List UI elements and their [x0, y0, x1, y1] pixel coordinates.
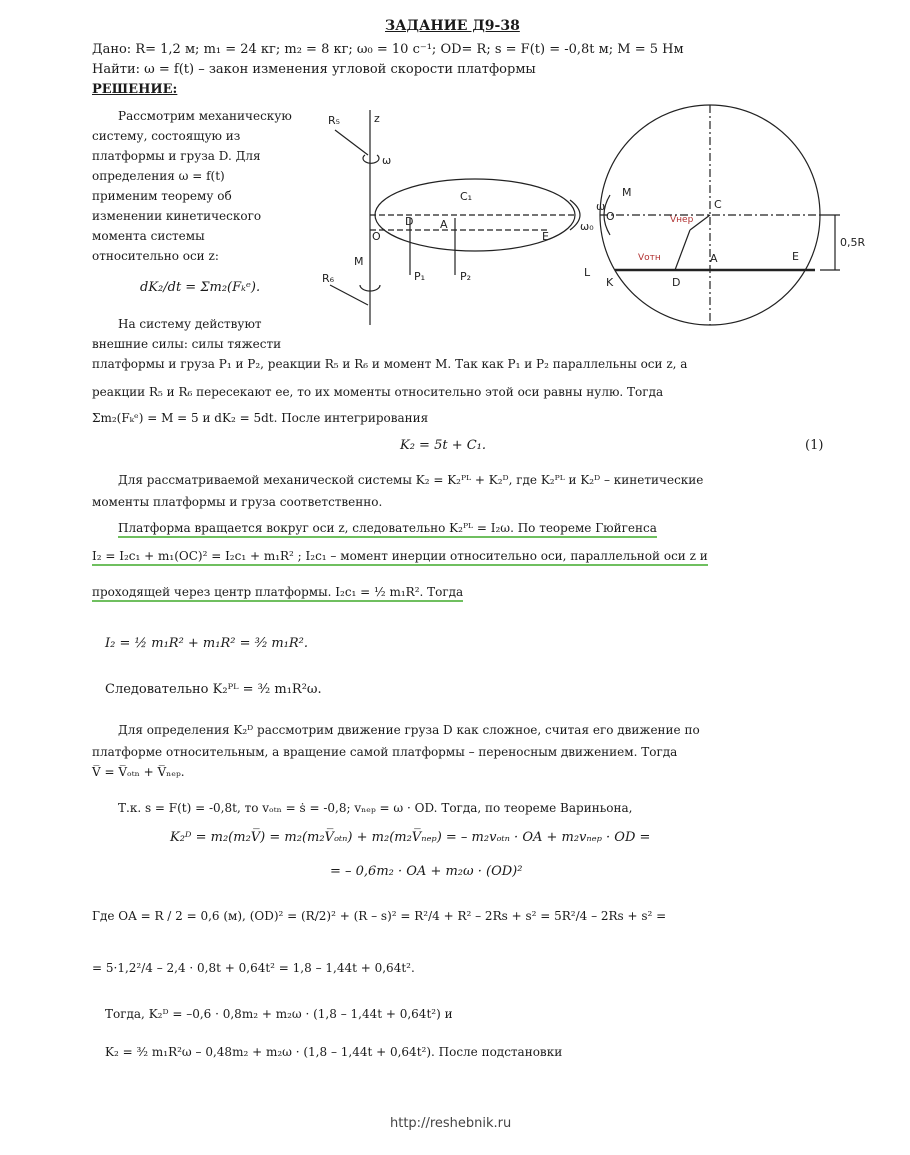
vector-od	[675, 230, 690, 270]
equation-where-2: = 5·1,2²/4 – 2,4 · 0,8t + 0,64t² = 1,8 – 1,44t + 0,64t².	[92, 961, 415, 975]
para1-line-7: момента системы	[92, 229, 205, 243]
line-rotate: Платформа вращается вокруг оси z, следовательно K₂ᴾᴸ = I₂ω. По теореме Гюйгенса	[118, 520, 657, 538]
para1-line-8: относительно оси z:	[92, 249, 219, 263]
line-huygens: I₂ = I₂c₁ + m₁(OC)² = I₂c₁ + m₁R² ; I₂c₁ – момент инерции относительно оси, параллельной оси z и	[92, 548, 708, 566]
line-center: проходящей через центр платформы. I₂c₁ = ½ m₁R². Тогда	[92, 584, 463, 602]
para1-line-4: определения ω = f(t)	[92, 169, 225, 183]
para1-line-3: платформы и груза D. Для	[92, 149, 261, 163]
label-c-right: C	[714, 198, 722, 211]
line-forces: платформы и груза P₁ и P₂, реакции R₅ и R₆ и момент M. Так как P₁ и P₂ параллельны оси z, а	[92, 357, 688, 371]
equation-where: Где OA = R / 2 = 0,6 (м), (OD)² = (R/2)² + (R – s)² = R²/4 + R² – 2Rs + s² = 5R²/4 – 2Rs + s² =	[92, 909, 667, 923]
label-c1: C₁	[460, 190, 473, 203]
para-def-3: V̅ = V̅ₒₜₙ + V̅ₙₑₚ.	[92, 765, 185, 779]
label-omega0: ω₀	[580, 220, 594, 233]
task-title: ЗАДАНИЕ Д9-38	[385, 18, 520, 34]
top-view-figure	[570, 100, 870, 340]
label-a-right: A	[710, 252, 718, 265]
label-o: O	[372, 230, 381, 243]
footer-url[interactable]: http://reshebnik.ru	[390, 1116, 512, 1131]
equation-1-number: (1)	[805, 438, 824, 453]
equation-1: K₂ = 5t + C₁.	[400, 438, 487, 453]
label-vper: Vнер	[670, 215, 694, 225]
solution-label: РЕШЕНИЕ:	[92, 82, 178, 97]
label-votn: Vотн	[638, 253, 661, 263]
label-halfr: 0,5R	[840, 236, 866, 249]
label-r5: R₅	[328, 114, 341, 127]
equation-kd-2: = – 0,6m₂ · OA + m₂ω · (OD)²	[330, 864, 523, 879]
label-r6: R₆	[322, 272, 335, 285]
find-line: Найти: ω = f(t) – закон изменения угловой скорости платформы	[92, 62, 536, 77]
label-e-right: E	[792, 250, 799, 263]
given-line: Дано: R= 1,2 м; m₁ = 24 кг; m₂ = 8 кг; ω₀ = 10 с⁻¹; OD= R; s = F(t) = -0,8t м; M = 5 Нм	[92, 42, 684, 57]
line-reactions: реакции R₅ и R₆ пересекают ее, то их моменты относительно этой оси равны нулю. Тогда	[92, 385, 664, 399]
para1-line-5: применим теорему об	[92, 189, 232, 203]
para-def-1: Для определения K₂ᴰ рассмотрим движение груза D как сложное, считая его движение по	[118, 723, 700, 737]
line-since: Т.к. s = F(t) = -0,8t, то vₒₜₙ = ṡ = -0,8; vₙₑₚ = ω · OD. Тогда, по теореме Вариньона,	[118, 801, 633, 815]
label-p1: P₁	[414, 270, 426, 283]
para1-line-6: изменении кинетического	[92, 209, 262, 223]
para-def-2: платформе относительным, а вращение самой платформы – переносным движением. Тогда	[92, 745, 678, 759]
label-k-right: K	[606, 276, 614, 289]
theorem-equation: dK₂/dt = Σm₂(Fₖᵉ).	[140, 280, 261, 295]
label-z: z	[374, 112, 380, 125]
line-system: Для рассматриваемой механической системы K₂ = K₂ᴾᴸ + K₂ᴰ, где K₂ᴾᴸ и K₂ᴰ – кинетические	[118, 473, 704, 487]
equation-kd-1: K₂ᴰ = m₂(m₂V̅) = m₂(m₂V̅ₒₜₙ) + m₂(m₂V̅ₙₑₚ) = – m₂vₒₜₙ · OA + m₂vₙₑₚ · OD =	[170, 830, 651, 845]
equation-kpl: Следовательно K₂ᴾᴸ = ³⁄₂ m₁R²ω.	[105, 682, 322, 697]
para2-line-2: внешние силы: силы тяжести	[92, 337, 282, 351]
equation-then: Тогда, K₂ᴰ = –0,6 · 0,8m₂ + m₂ω · (1,8 – 1,44t + 0,64t²) и	[105, 1007, 453, 1021]
line-moments: моменты платформы и груза соответственно.	[92, 495, 383, 509]
label-m-right: M	[622, 186, 632, 199]
label-l-right: L	[584, 266, 591, 279]
label-e: E	[542, 230, 549, 243]
line-sum-moments: Σm₂(Fₖᵉ) = M = 5 и dK₂ = 5dt. После интегрирования	[92, 411, 429, 425]
platform-figure	[310, 100, 600, 330]
para1-line-1: Рассмотрим механическую	[118, 109, 292, 123]
label-d: D	[405, 215, 414, 228]
equation-kz: K₂ = ³⁄₂ m₁R²ω – 0,48m₂ + m₂ω · (1,8 – 1,44t + 0,64t²). После подстановки	[105, 1045, 563, 1059]
label-omega: ω	[382, 154, 392, 167]
equation-iz: I₂ = ½ m₁R² + m₁R² = ³⁄₂ m₁R².	[105, 636, 309, 651]
para1-line-2: систему, состоящую из	[92, 129, 241, 143]
label-d-right: D	[672, 276, 681, 289]
para2-line-1: На систему действуют	[118, 317, 262, 331]
label-o-right: O	[606, 210, 615, 223]
label-m: M	[354, 255, 364, 268]
label-a: A	[440, 218, 448, 231]
label-omega-right: ω	[596, 200, 606, 213]
label-p2: P₂	[460, 270, 472, 283]
